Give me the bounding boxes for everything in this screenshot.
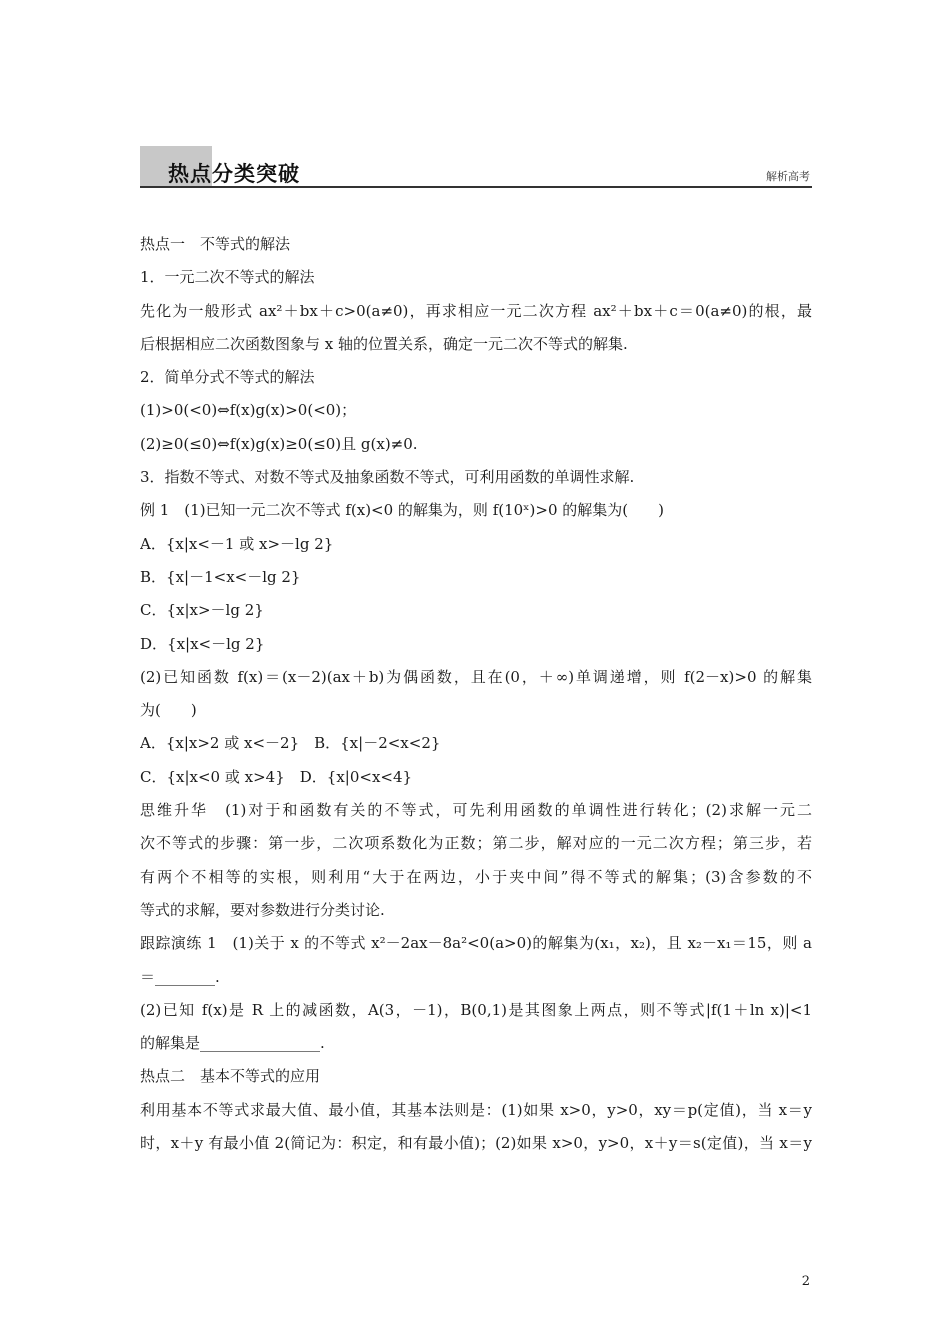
page-number: 2 bbox=[801, 1274, 810, 1289]
choice-b: B．{x|－1<x<－lg 2} bbox=[140, 567, 301, 586]
practice-1-line: ＝________. bbox=[140, 967, 220, 986]
paragraph-line: 先化为一般形式 ax²＋bx＋c>0(a≠0)，再求相应一元二次方程 ax²＋bx＋c＝0(a≠0)的根，最 bbox=[140, 301, 812, 320]
example-1-part-2: (2)已知函数 f(x)＝(x－2)(ax＋b)为偶函数，且在(0，＋∞)单调递增，则 f(2－x)>0 的解集 bbox=[140, 667, 812, 686]
header-tag: 解析高考 bbox=[766, 170, 810, 183]
paragraph-line: 时，x＋y 有最小值 2(简记为：积定，和有最小值)；(2)如果 x>0，y>0，x＋y＝s(定值)，当 x＝y bbox=[140, 1134, 812, 1153]
heading-hotspot-1: 热点一 不等式的解法 bbox=[140, 235, 291, 253]
example-1-question: 例 1 (1)已知一元二次不等式 f(x)<0 的解集为，则 f(10ˣ)>0 的解集为( ) bbox=[140, 501, 664, 520]
summary-line: 等式的求解，要对参数进行分类讨论. bbox=[140, 900, 385, 919]
summary-line: 思维升华 (1)对于和函数有关的不等式，可先利用函数的单调性进行转化；(2)求解一元二 bbox=[140, 801, 812, 820]
heading-hotspot-2: 热点二 基本不等式的应用 bbox=[140, 1067, 321, 1086]
section-title: 热点分类突破 bbox=[168, 162, 300, 186]
choices-cd: C．{x|x<0 或 x>4} D．{x|0<x<4} bbox=[140, 767, 413, 786]
practice-1-line: 的解集是________________. bbox=[140, 1034, 325, 1053]
choice-c: C．{x|x>－lg 2} bbox=[140, 601, 264, 620]
choice-a: A．{x|x<－1 或 x>－lg 2} bbox=[140, 534, 334, 553]
practice-1-line: (2)已知 f(x)是 R 上的减函数，A(3，－1)，B(0,1)是其图象上两点，则不等式|f(1＋ln x)|<1 bbox=[140, 1000, 812, 1019]
body-text bbox=[140, 228, 812, 1160]
subheading-3: 3．指数不等式、对数不等式及抽象函数不等式，可利用函数的单调性求解. bbox=[140, 468, 635, 487]
header-divider bbox=[140, 186, 812, 188]
choices-ab: A．{x|x>2 或 x<－2} B．{x|－2<x<2} bbox=[140, 734, 441, 753]
paragraph-line: 后根据相应二次函数图象与 x 轴的位置关系，确定一元二次不等式的解集. bbox=[140, 334, 628, 353]
formula-line: (2)≥0(≤0)⇔f(x)g(x)≥0(≤0)且 g(x)≠0. bbox=[140, 434, 418, 453]
practice-1-line: 跟踪演练 1 (1)关于 x 的不等式 x²－2ax－8a²<0(a>0)的解集为(x₁，x₂)，且 x₂－x₁＝15，则 a bbox=[140, 934, 812, 953]
formula-line: (1)>0(<0)⇔f(x)g(x)>0(<0)； bbox=[140, 401, 357, 420]
choice-d: D．{x|x<－lg 2} bbox=[140, 634, 265, 653]
paragraph-line: 利用基本不等式求最大值、最小值，其基本法则是：(1)如果 x>0，y>0，xy＝p(定值)，当 x＝y bbox=[140, 1100, 812, 1119]
summary-line: 有两个不相等的实根，则利用“大于在两边，小于夹中间”得不等式的解集；(3)含参数的不 bbox=[140, 867, 812, 886]
subheading-1: 1．一元二次不等式的解法 bbox=[140, 268, 315, 287]
summary-line: 次不等式的步骤：第一步，二次项系数化为正数；第二步，解对应的一元二次方程；第三步，若 bbox=[140, 834, 812, 853]
example-1-part-2: 为( ) bbox=[140, 701, 197, 720]
subheading-2: 2．简单分式不等式的解法 bbox=[140, 368, 315, 387]
section-header bbox=[140, 146, 812, 188]
